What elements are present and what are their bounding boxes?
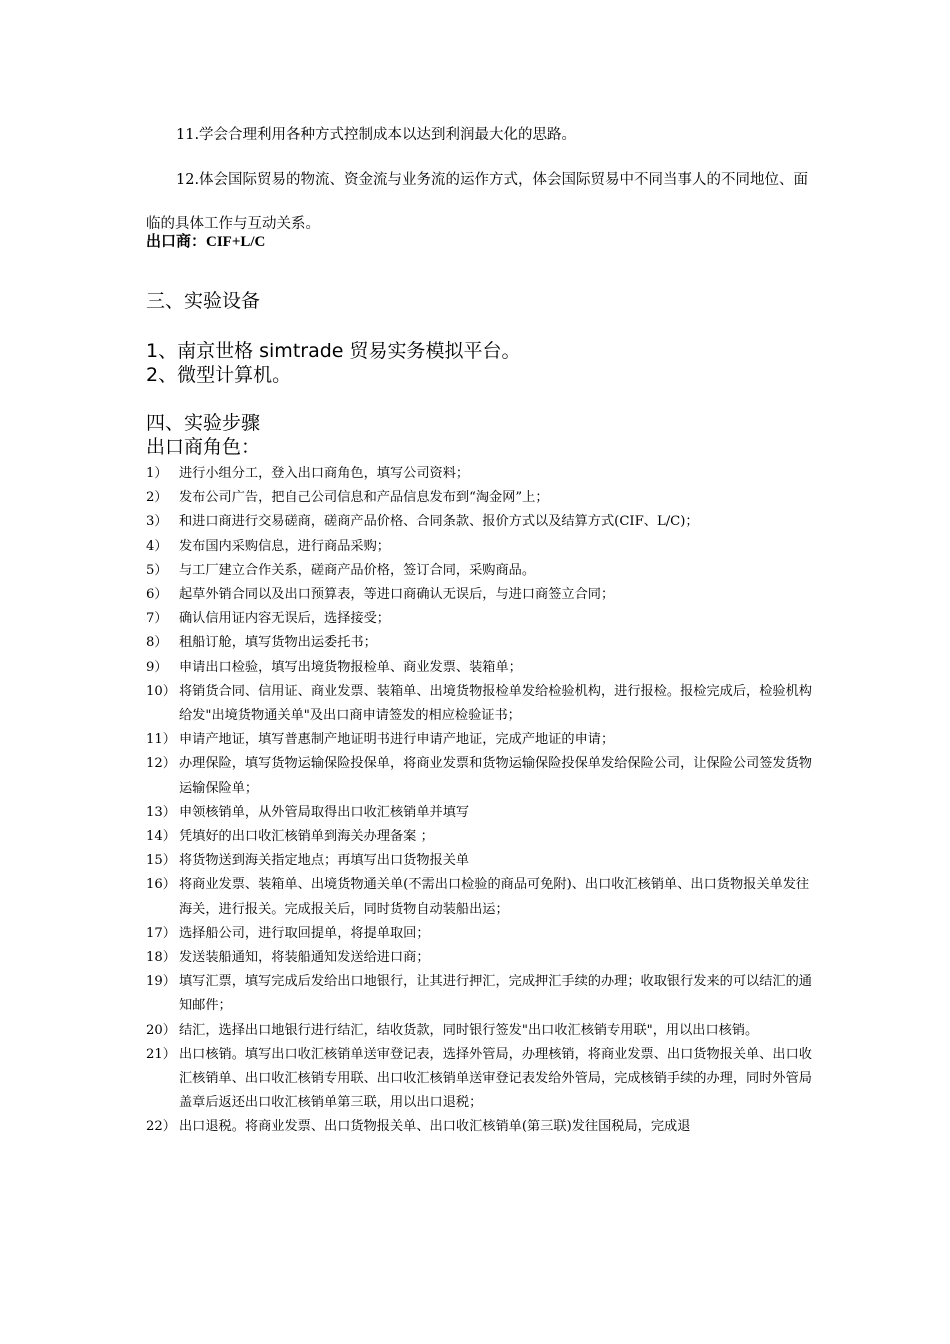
step-number: 11） bbox=[146, 732, 176, 748]
steps-list bbox=[146, 462, 816, 1140]
step-text: 办理保险，填写货物运输保险投保单，将商业发票和货物运输保险投保单发给保险公司，让保险公司签发货物运输保险单； bbox=[179, 756, 812, 796]
step-number: 7） bbox=[146, 611, 168, 627]
step-item bbox=[146, 607, 816, 631]
step-item bbox=[146, 1019, 816, 1043]
step-number: 17） bbox=[146, 925, 176, 941]
exporter-role-label: 出口商角色： bbox=[146, 436, 261, 458]
step-item bbox=[146, 510, 816, 534]
step-number: 10） bbox=[146, 683, 176, 699]
step-number: 9） bbox=[146, 659, 168, 675]
step-text: 和进口商进行交易磋商，磋商产品价格、合同条款、报价方式以及结算方式(CIF、L/C)； bbox=[179, 514, 699, 530]
step-number: 12） bbox=[146, 756, 176, 772]
step-number: 21） bbox=[146, 1046, 176, 1062]
step-number: 20） bbox=[146, 1022, 176, 1038]
step-item bbox=[146, 1115, 816, 1139]
step-text: 租船订舱，填写货物出运委托书； bbox=[179, 635, 377, 651]
step-item bbox=[146, 946, 816, 970]
step-number: 16） bbox=[146, 877, 176, 893]
step-item bbox=[146, 535, 816, 559]
step-text: 进行小组分工，登入出口商角色，填写公司资料； bbox=[179, 466, 470, 481]
step-text: 与工厂建立合作关系，磋商产品价格，签订合同，采购商品。 bbox=[179, 562, 536, 578]
step-number: 19） bbox=[146, 974, 176, 990]
equipment-heading: 三、实验设备 bbox=[146, 290, 261, 312]
step-number: 1） bbox=[146, 466, 168, 481]
step-number: 6） bbox=[146, 587, 168, 603]
step-number: 4） bbox=[146, 538, 168, 554]
step-text: 出口退税。将商业发票、出口货物报关单、出口收汇核销单(第三联)发往国税局，完成退 bbox=[179, 1119, 691, 1135]
step-item bbox=[146, 631, 816, 655]
step-item bbox=[146, 728, 816, 752]
step-text: 将商业发票、装箱单、出境货物通关单(不需出口检验的商品可免附)、出口收汇核销单、出口货物报关单发往海关，进行报关。完成报关后，同时货物自动装船出运； bbox=[179, 877, 810, 917]
step-text: 发布公司广告，把自己公司信息和产品信息发布到“淘金网”上； bbox=[179, 490, 549, 506]
step-text: 填写汇票，填写完成后发给出口地银行，让其进行押汇，完成押汇手续的办理；收取银行发来的可以结汇的通知邮件； bbox=[179, 974, 812, 1014]
step-item bbox=[146, 583, 816, 607]
step-number: 22） bbox=[146, 1119, 176, 1135]
step-item bbox=[146, 1043, 816, 1116]
step-item bbox=[146, 486, 816, 510]
step-item bbox=[146, 801, 816, 825]
step-text: 起草外销合同以及出口预算表，等进口商确认无误后，与进口商签立合同； bbox=[179, 587, 615, 603]
step-text: 申请出口检验，填写出境货物报检单、商业发票、装箱单； bbox=[179, 659, 522, 675]
step-number: 8） bbox=[146, 635, 168, 651]
step-number: 15） bbox=[146, 853, 176, 869]
equipment-item-1: 1、南京世格 simtrade 贸易实务模拟平台。 bbox=[146, 340, 521, 362]
step-text: 结汇，选择出口地银行进行结汇，结收货款，同时银行签发"出口收汇核销专用联"，用以出口核销。 bbox=[179, 1022, 759, 1038]
step-text: 将销货合同、信用证、商业发票、装箱单、出境货物报检单发给检验机构，进行报检。报检完成后，检验机构给发"出境货物通关单"及出口商申请签发的相应检验证书； bbox=[179, 683, 812, 724]
step-text: 发送装船通知，将装船通知发送给进口商； bbox=[179, 950, 430, 966]
step-text: 申领核销单，从外管局取得出口收汇核销单并填写 bbox=[179, 804, 470, 820]
step-text: 出口核销。填写出口收汇核销单送审登记表，选择外管局，办理核销，将商业发票、出口货物报关单、出口收汇核销单、出口收汇核销专用联、出口收汇核销单送审登记表发给外管局，完成核销手续的办理，同时外管局盖章后返还出口收汇核销单第三联，用以出口退税； bbox=[179, 1046, 812, 1111]
step-number: 5） bbox=[146, 562, 168, 578]
step-number: 14） bbox=[146, 829, 176, 845]
equipment-item-2: 2、微型计算机。 bbox=[146, 364, 292, 386]
steps-heading: 四、实验步骤 bbox=[146, 412, 261, 434]
exporter-heading: 出口商：CIF+L/C bbox=[146, 234, 266, 250]
step-text: 申请产地证，填写普惠制产地证明书进行申请产地证，完成产地证的申请； bbox=[179, 732, 615, 748]
step-item bbox=[146, 752, 816, 800]
step-number: 2） bbox=[146, 490, 168, 506]
step-item bbox=[146, 873, 816, 921]
step-number: 13） bbox=[146, 804, 176, 820]
step-text: 将货物送到海关指定地点；再填写出口货物报关单 bbox=[179, 853, 470, 869]
step-item bbox=[146, 849, 816, 873]
step-item bbox=[146, 656, 816, 680]
step-text: 确认信用证内容无误后，选择接受； bbox=[179, 611, 390, 627]
paragraph-12: 12.体会国际贸易的物流、资金流与业务流的运作方式，体会国际贸易中不同当事人的不同地位、面临的具体工作与互动关系。 bbox=[146, 172, 809, 232]
step-text: 发布国内采购信息，进行商品采购； bbox=[179, 538, 390, 554]
step-item bbox=[146, 970, 816, 1018]
step-item bbox=[146, 922, 816, 946]
step-number: 3） bbox=[146, 514, 168, 530]
step-number: 18） bbox=[146, 950, 176, 966]
step-item bbox=[146, 462, 816, 486]
step-text: 凭填好的出口收汇核销单到海关办理备案 ； bbox=[179, 829, 434, 845]
step-item bbox=[146, 680, 816, 728]
paragraph-11: 11.学会合理利用各种方式控制成本以达到利润最大化的思路。 bbox=[176, 127, 577, 143]
step-item bbox=[146, 825, 816, 849]
step-text: 选择船公司，进行取回提单，将提单取回； bbox=[179, 925, 430, 941]
step-item bbox=[146, 559, 816, 583]
